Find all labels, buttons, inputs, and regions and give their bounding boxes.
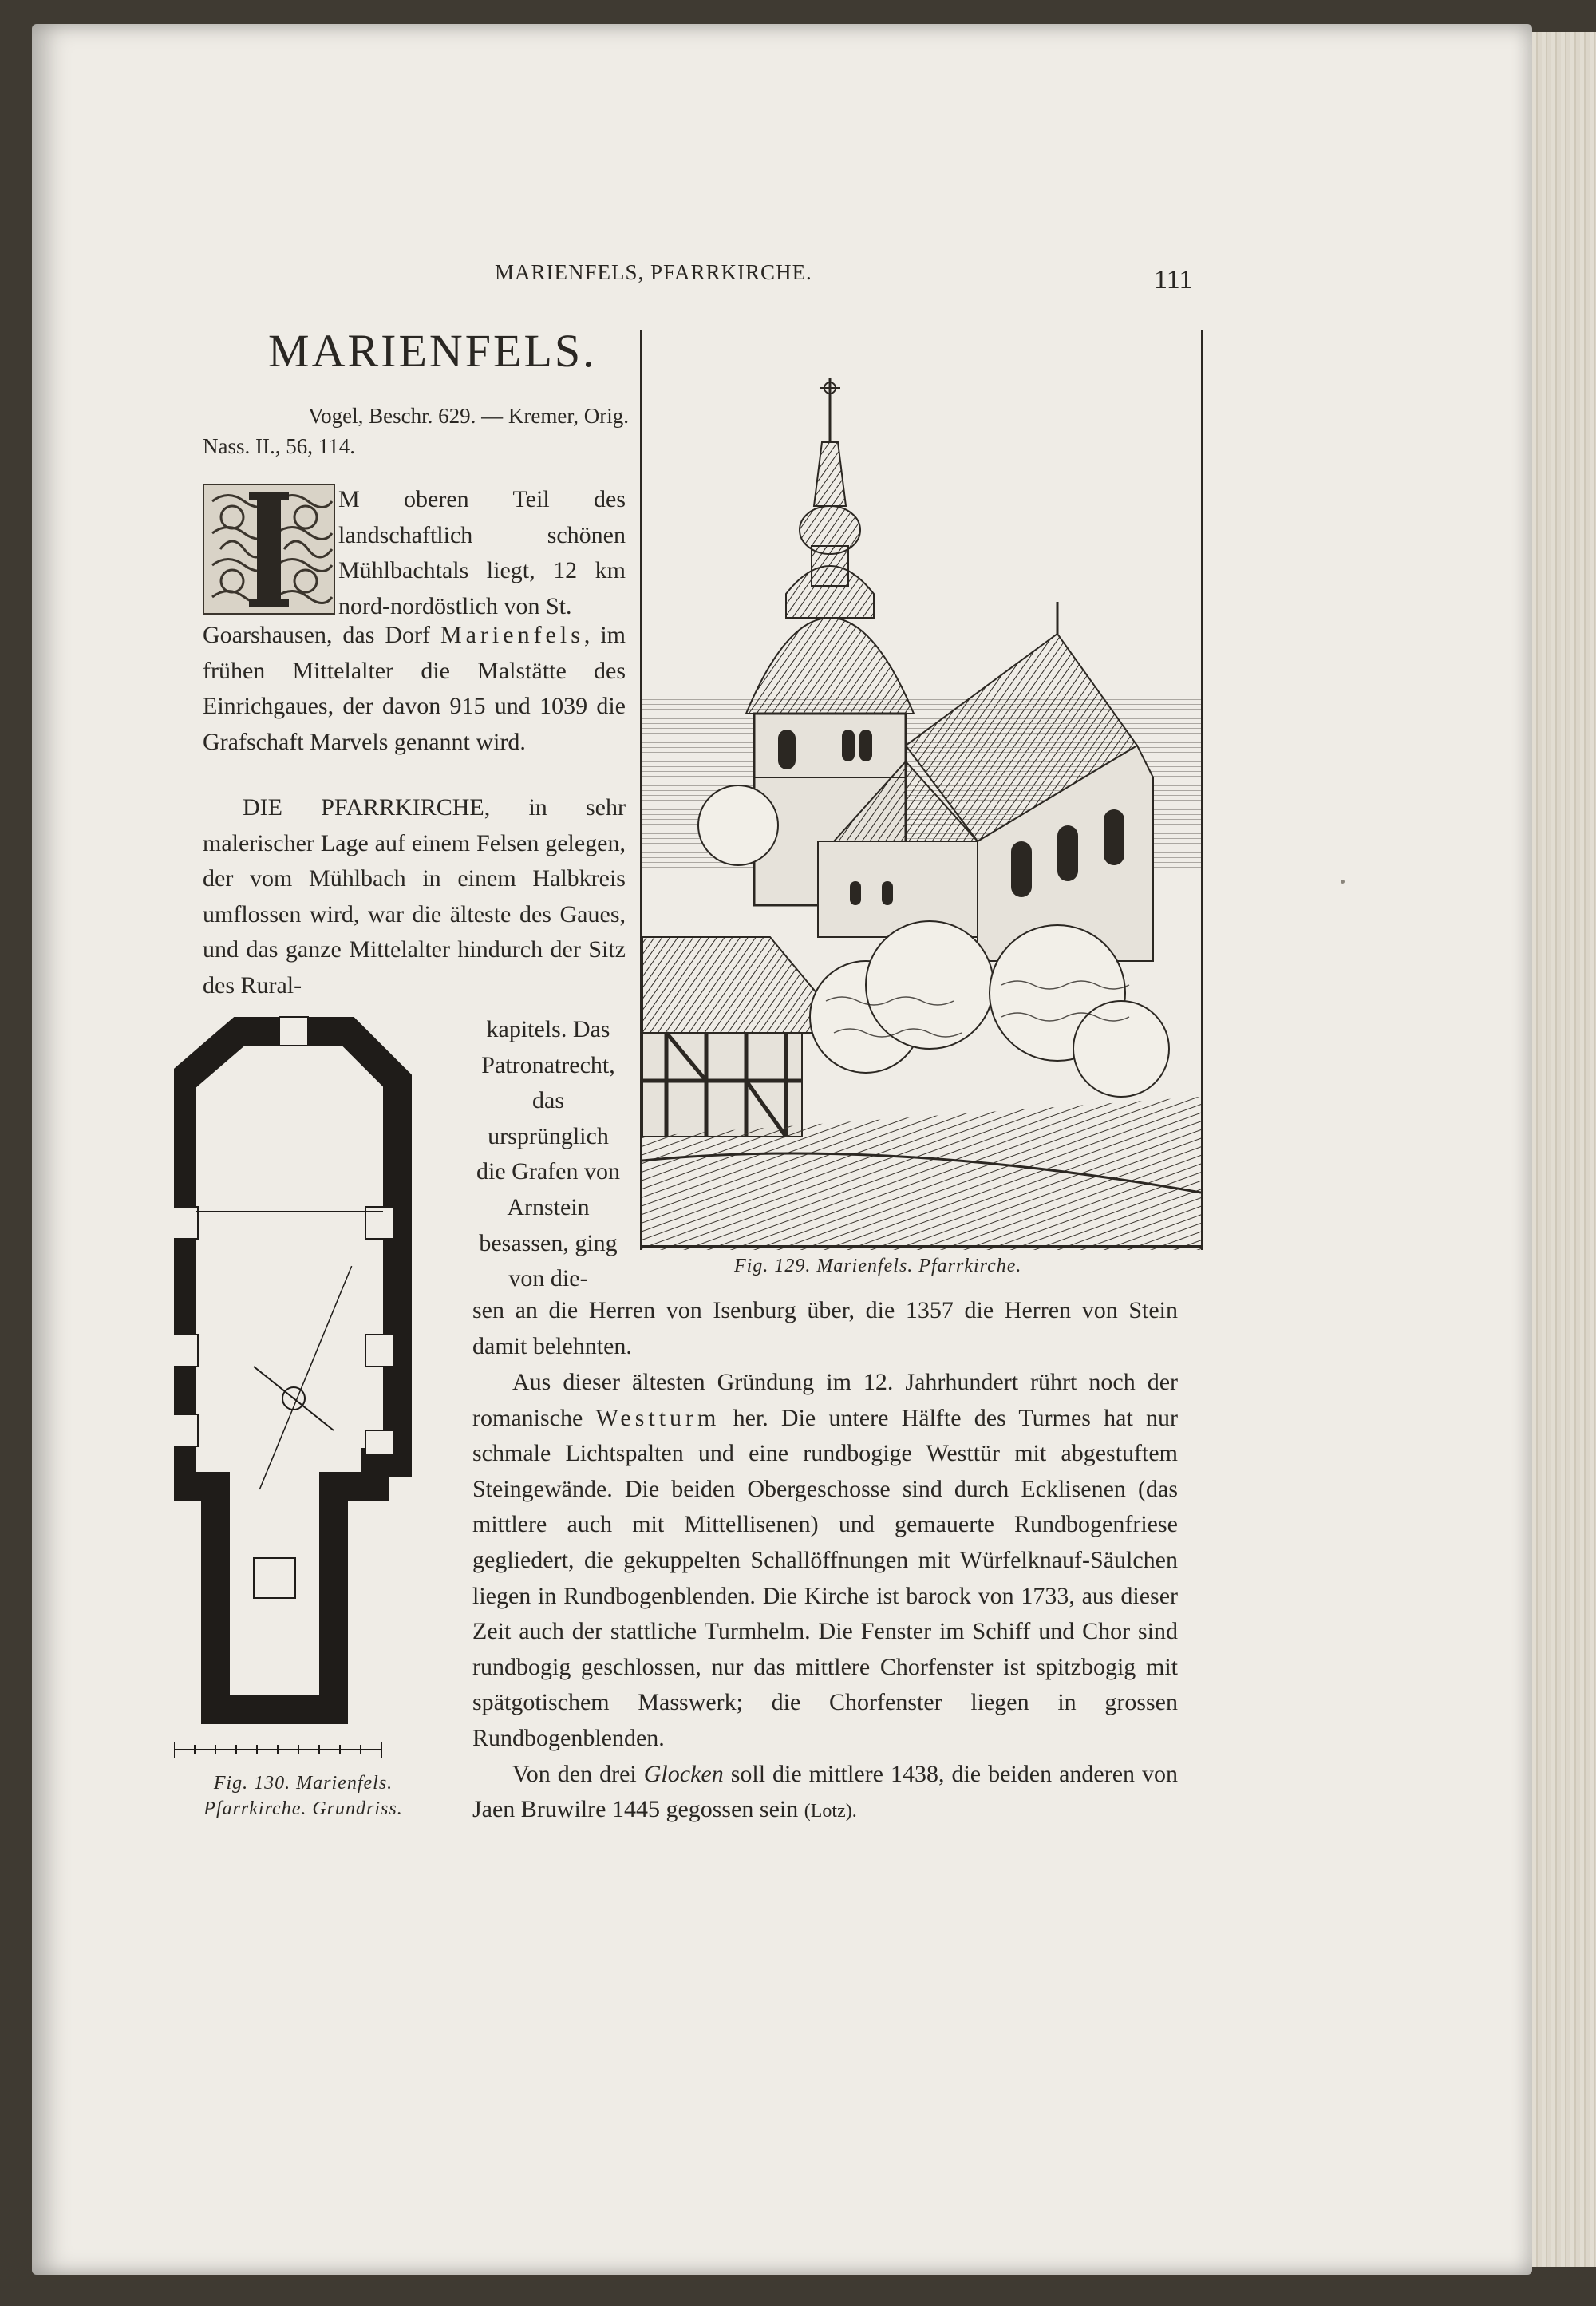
westturm-lead: Aus dieser ältesten Gründung im 12. Jahrhundert rührt noch der romanische: [472, 1369, 1178, 1431]
reference-line-2: Nass. II., 56, 114.: [203, 434, 355, 458]
figure-130-caption-line-2: Pfarrkirche. Grundriss.: [203, 1798, 403, 1819]
reference-line-1: Vogel, Beschr. 629. — Kremer, Orig.: [308, 404, 629, 428]
ornament-icon: [204, 485, 334, 613]
figure-130-caption-line-1: Fig. 130. Marienfels.: [213, 1773, 393, 1794]
intro-text-tail: , im frühen Mittelalter die Malstätte des Einrichgaues, der davon 915 und 1039 die Grafschaft Marvels genannt wird.: [203, 622, 626, 755]
page-number: 111: [1154, 265, 1193, 295]
glocken-paragraph: [472, 1757, 1178, 1829]
intro-text-continued: [203, 618, 626, 760]
floor-plan-figure: [174, 1015, 445, 1766]
section-title: MARIENFELS.: [268, 325, 597, 377]
glocken-source: (Lotz).: [804, 1801, 857, 1822]
church-illustration: [642, 330, 1201, 1250]
spaced-place-name: Marienfels: [440, 622, 584, 648]
intro-text-lead: Goarshausen, das Dorf: [203, 622, 440, 648]
westturm-tail: her. Die untere Hälfte des Turmes hat nur schmale Lichtspalten und eine rundbogige Westtür mit abgestuftem Steingewände. Die beiden Obergeschosse sind durch Ecklisenen (das mittlere auch mit Mittellisenen) und gemauerte Rundbogenfriese gegliedert, die gekuppelten Schallöffnungen mit Würfelknauf-Säulchen liegen in Rundbogenblenden. Die Kirche ist barock von 1733, aus dieser Zeit auch der stattliche Turmhelm. Die Fenster im Schiff und Chor sind rundbogig geschlossen, nur das mittlere Chorfenster ist spitzbogig mit spätgotischem Masswerk; die Chorfenster liegen in grossen Rundbogenblenden.: [472, 1404, 1178, 1751]
glocken-term: Glocken: [643, 1760, 724, 1787]
glocken-lead: Von den drei: [512, 1760, 644, 1787]
book-page: [32, 24, 1532, 2275]
bibliographic-references: [203, 401, 629, 461]
spaced-westturm: Westturm: [595, 1404, 721, 1431]
decorated-initial: [203, 484, 335, 615]
church-engraving: [640, 330, 1203, 1250]
pfarrkirche-paragraph-end: sen an die Herren von Isenburg über, die 1357 die Herren von Stein damit belehnten.: [472, 1297, 1178, 1359]
pfarrkirche-paragraph: DIE PFARRKIRCHE, in sehr malerischer Lage auf einem Felsen gelegen, der vom Mühlbach in einem Halbkreis umflossen wird, war die älteste des Gaues, und das ganze Mittelalter hindurch der Sitz des Rural-: [203, 794, 626, 999]
floor-plan-drawing: [174, 1015, 445, 1766]
intro-text-first-lines: M oberen Teil des landschaftlich schönen Mühlbachtals liegt, 12 km nord-nordöstlich von St.: [338, 486, 626, 619]
westturm-and-glocken-text: [472, 1365, 1178, 1829]
figure-130-caption: [184, 1770, 423, 1821]
page-edges: [1532, 32, 1596, 2267]
paper-speck: [1341, 880, 1345, 884]
pfarrkirche-paragraph-narrow: kapitels. Das Patronatrecht, das ursprünglich die Grafen von Arnstein besassen, ging von die-: [476, 1016, 620, 1292]
westturm-paragraph: [472, 1365, 1178, 1757]
glocken-tail: soll die mittlere 1438, die beiden anderen von Jaen Bruwilre 1445 gegossen sein: [472, 1760, 1179, 1823]
figure-129-caption: Fig. 129. Marienfels. Pfarrkirche.: [734, 1256, 1022, 1276]
running-title: MARIENFELS, PFARRKIRCHE.: [495, 260, 812, 284]
